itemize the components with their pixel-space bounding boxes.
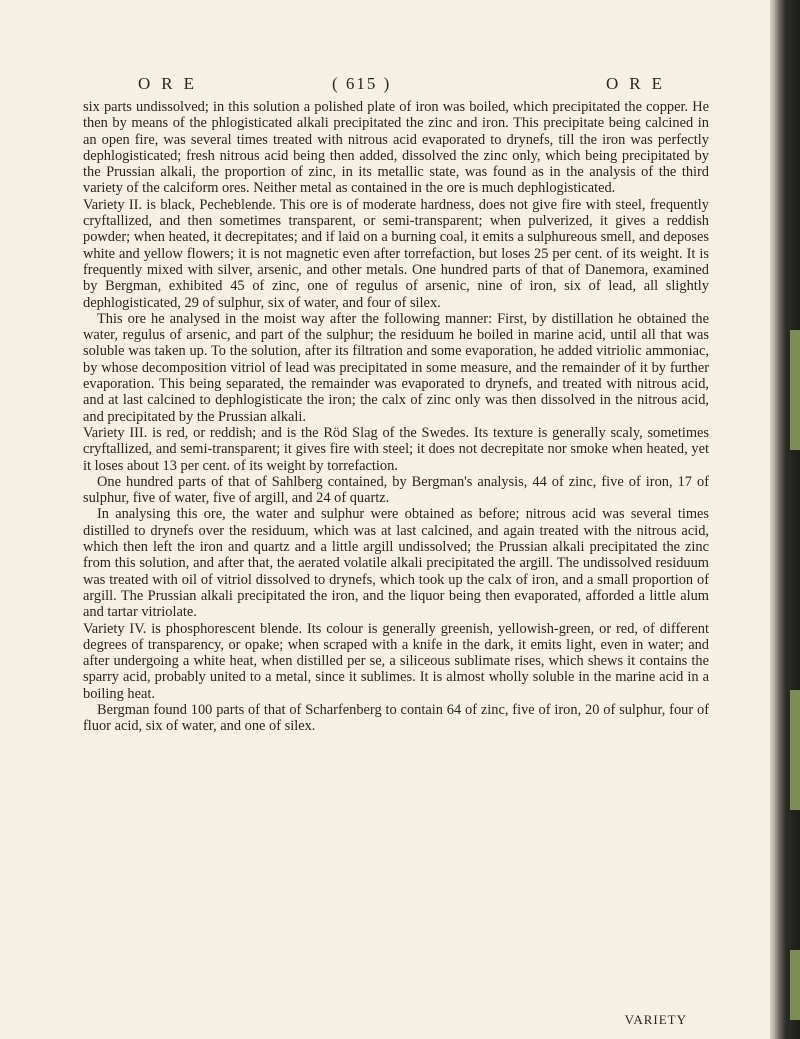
paragraph-8: Bergman found 100 parts of that of Scharfenberg to contain 64 of zinc, five of iron, 20 of sulphur, four of fluor acid, six of water, and one of silex.: [83, 701, 709, 735]
paragraph-5: One hundred parts of that of Sahlberg contained, by Bergman's analysis, 44 of zinc, five of iron, 17 of sulphur, five of water, five of argill, and 24 of quartz.: [83, 473, 709, 507]
catchword: VARIETY: [624, 1012, 687, 1027]
book-edge: [770, 0, 800, 1039]
running-header: [138, 74, 673, 94]
paragraph-7: Variety IV. is phosphorescent blende. Its colour is generally greenish, yellowish-green, or red, of different degrees of transparency, or opake; when scraped with a knife in the dark, it emits light, even in water; and after undergoing a white heat, when distilled per se, a siliceous sublimate rises, which shews it contains the sparry acid, probably united to a metal, since it sublimes. It is almost wholly soluble in the marine acid in a boiling heat.: [83, 620, 709, 702]
body-text: [83, 99, 709, 735]
edge-tab-green: [790, 690, 800, 810]
page-number: ( 615 ): [332, 74, 392, 93]
paragraph-2: Variety II. is black, Pecheblende. This ore is of moderate hardness, does not give fire with steel, frequently cryftallized, and then sometimes transparent, or semi-transparent; when pulverized, it gives a reddish powder; when heated, it decrepitates; and if laid on a burning coal, it emits a sulphureous smell, and deposes white and yellow flowers; it is not magnetic even after torrefaction, but loses 25 per cent. of its weight. It is frequently mixed with silver, arsenic, and other metals. One hundred parts of that of Danemora, examined by Bergman, exhibited 45 of zinc, one of regulus of arsenic, nine of iron, six of lead, all slightly dephlogisticated, 29 of sulphur, six of water, and four of silex.: [83, 196, 709, 311]
header-left-word: ORE: [138, 74, 205, 93]
header-right-word: ORE: [606, 74, 673, 93]
paragraph-6: In analysing this ore, the water and sulphur were obtained as before; nitrous acid was several times distilled to drynefs over the residuum, which was at last calcined, and again treated with the nitrous acid, which then left the iron and quartz and a little argill undissolved; the Prussian alkali precipitated the zinc from this solution, and after that, the aerated volatile alkali precipitated the argill. The undissolved residuum was treated with oil of vitriol dissolved to drynefs, which took up the calx of iron, and a small proportion of argill. The Prussian alkali precipitated the iron, and the liquor being then evaporated, afforded a little alum and tartar vitriolate.: [83, 506, 709, 621]
paragraph-1: six parts undissolved; in this solution a polished plate of iron was boiled, which precipitated the copper. He then by means of the phlogisticated alkali precipitated the zinc and iron. This precipitate being calcined in an open fire, was several times treated with nitrous acid evaporated to drynefs, till the iron was perfectly dephlogisticated; fresh nitrous acid being then added, dissolved the zinc only, which being precipitated by the Prussian alkali, the proportion of zinc, in its metallic state, was found as in the analysis of the third variety of the calciform ores. Neither metal as contained in the ore is much dephlogisticated.: [83, 99, 709, 197]
edge-tab-green: [790, 330, 800, 450]
paragraph-4: Variety III. is red, or reddish; and is the Röd Slag of the Swedes. Its texture is generally scaly, sometimes cryftallized, and semi-transparent; it gives fire with steel; it does not decrepitate nor smoke when heated, yet it loses about 13 per cent. of its weight by torrefaction.: [83, 424, 709, 474]
paragraph-3: This ore he analysed in the moist way after the following manner: First, by distillation he obtained the water, regulus of arsenic, and part of the sulphur; the residuum he boiled in marine acid, until all that was soluble was taken up. To the solution, after its filtration and some evaporation, he added vitriolic ammoniac, by whose decomposition vitriol of lead was precipitated in some measure, and the remainder of it by further evaporation. This being separated, the remainder was evaporated to drynefs, and treated with nitrous acid, and at last calcined to dephlogisticate the iron; the calx of zinc only was then dissolved in the nitrous acid, and precipitated by the Prussian alkali.: [83, 310, 709, 425]
edge-tab-green: [790, 950, 800, 1020]
